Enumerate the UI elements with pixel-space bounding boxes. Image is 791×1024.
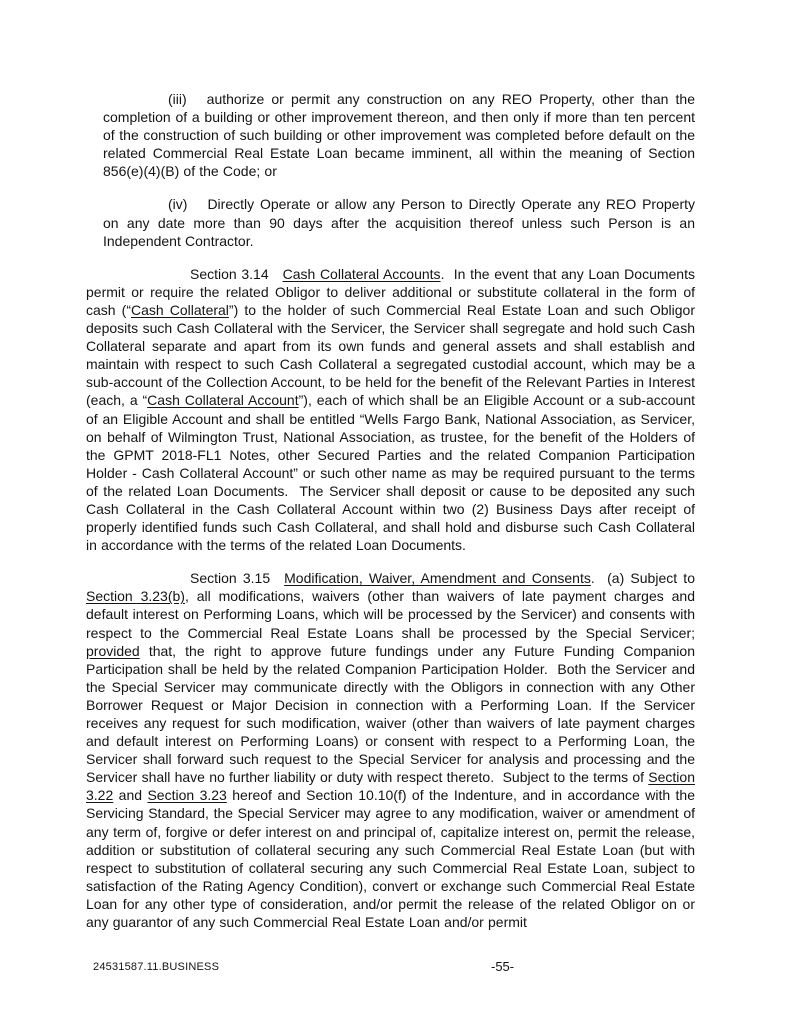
text-run: (iii) [168, 91, 187, 107]
text-run: authorize or permit any construction on any REO Property, other than the completion of a building or other improvement thereon, and then only if more than ten percent of the construction of such building or other improvement was completed before default on the related Commercial Real Estate Loan became imminent, all within the meaning of Section 856(e)(4)(B) of the Code; or [103, 91, 695, 180]
clause-iii-paragraph [103, 90, 695, 180]
page-footer [86, 959, 705, 975]
text-run: that, the right to approve future fundings under any Future Funding Companion Participation shall be held by the related Companion Participation Holder. Both the Servicer and the Special Servicer may communicate directly with the Obligors in connection with any Other Borrower Request or Major Decision in connection with a Performing Loan. If the Servicer receives any request for such modification, waiver (other than waivers of late payment charges and default interest on Performing Loans) or consent with respect to a Performing Loan, the Servicer shall forward such request to the Special Servicer for analysis and processing and the Servicer shall have no further liability or duty with respect thereto. Subject to the terms of [86, 642, 695, 786]
text-run: . (a) Subject to [590, 570, 695, 587]
text-run: hereof and Section 10.10(f) of the Indenture, and in accordance with the Servicing Standard, the Special Servicer may agree to any modification, waiver or amendment of any term of, forgive or defer interest on and principal of, capitalize interest on, permit the release, addition or substitution of collateral securing any such Commercial Real Estate Loan (but with respect to substitution of collateral securing any such Commercial Real Estate Loan, subject to satisfaction of the Rating Agency Condition), convert or exchange such Commercial Real Estate Loan for any other type of consideration, and/or permit the release of the related Obligor on or any guarantor of any such Commercial Real Estate Loan and/or permit [86, 787, 696, 931]
text-run: . In the event that any Loan Documents permit or require the related Obligor to deliver additional or substitute collateral in the form of cash (“ [86, 265, 695, 318]
section-3-15-paragraph [86, 569, 695, 931]
tab-spacer [187, 208, 207, 209]
tab-spacer [270, 582, 284, 583]
underlined-text-run: Modification, Waiver, Amendment and Consents [284, 570, 591, 587]
underlined-text-run: Cash Collateral Account [147, 392, 299, 409]
underlined-text-run: Cash Collateral Accounts [282, 265, 441, 282]
text-run: and [113, 787, 148, 804]
tab-spacer [269, 278, 283, 279]
underlined-text-run: Cash Collateral [131, 301, 229, 318]
underlined-text-run: Section 3.22 [86, 769, 695, 804]
text-run: Directly Operate or allow any Person to Directly Operate any REO Property on any date more than 90 days after the acquisition thereof unless such Person is an Independent Contractor. [103, 196, 695, 249]
section-3-14-paragraph [86, 265, 695, 555]
page-number: -55- [491, 959, 515, 974]
text-run: (iv) [168, 196, 188, 213]
text-run: ”), each of which shall be an Eligible Account or a sub-account of an Eligible Account and shall be entitled “Wells Fargo Bank, National Association, as Servicer, on behalf of Wilmington Trust, National Association, as trustee, for the benefit of the Holders of the GPMT 2018-FL1 Notes, other Secured Parties and the related Companion Participation Holder - Cash Collateral Account” or such other name as may be required pursuant to the terms of the related Loan Documents. The Servicer shall deposit or cause to be deposited any such Cash Collateral in the Cash Collateral Account within two (2) Business Days after receipt of properly identified funds such Cash Collateral, and shall hold and disburse such Cash Collateral in accordance with the terms of the related Loan Documents. [86, 392, 695, 554]
document-id: 24531587.11.BUSINESS [93, 961, 220, 973]
underlined-text-run: Section 3.23 [147, 787, 227, 804]
text-run: Section 3.15 [190, 570, 271, 587]
underlined-text-run: provided [86, 642, 140, 659]
page-body [86, 90, 695, 946]
text-run: Section 3.14 [190, 265, 269, 282]
clause-iv-paragraph [103, 195, 695, 249]
tab-spacer [187, 103, 207, 104]
underlined-text-run: Section 3.23(b) [86, 588, 185, 605]
text-run: , all modifications, waivers (other than waivers of late payment charges and default interest on Performing Loans, which will be processed by the Servicer) and consents with respect to the Commercial Real Estate Loans shall be processed by the Special Servicer; [86, 588, 695, 641]
text-run: ”) to the holder of such Commercial Real Estate Loan and such Obligor deposits such Cash Collateral with the Servicer, the Servicer shall segregate and hold such Cash Collateral separate and apart from its own funds and general assets and shall establish and maintain with respect to such Cash Collateral a segregated custodial account, which may be a sub-account of the Collection Account, to be held for the benefit of the Relevant Parties in Interest (each, a “ [86, 301, 695, 409]
